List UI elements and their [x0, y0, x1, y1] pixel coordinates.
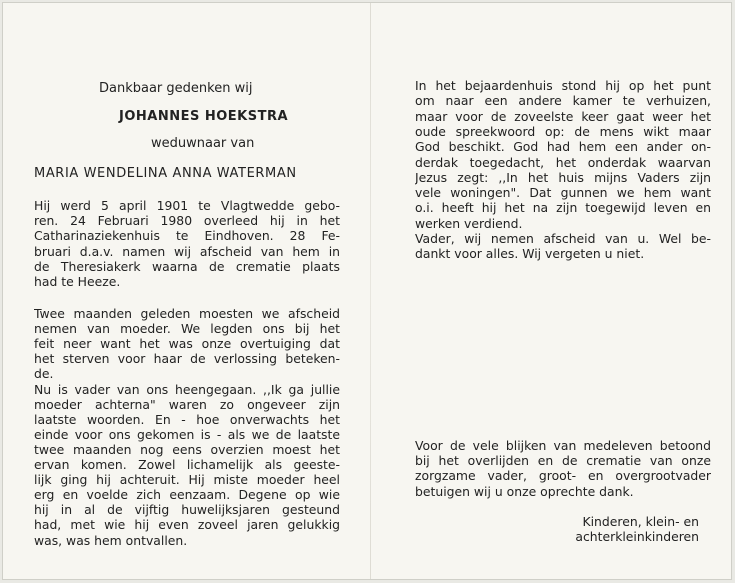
- deceased-name: JOHANNES HOEKSTRA: [119, 109, 289, 124]
- text-line: Voor de vele blijken van medeleven betoond: [415, 438, 711, 453]
- intro-line: Dankbaar gedenken wij: [99, 81, 253, 96]
- text-line: twee maanden nog eens overzien moest het: [34, 441, 340, 457]
- text-line: hij in al de vijftig huwelijksjaren gesteund: [34, 502, 340, 518]
- text-line: laatste woorden. En - hoe onverwachts het: [34, 411, 340, 427]
- text-line: dankt voor alles. Wij vergeten u niet.: [415, 246, 645, 262]
- text-line: had te Heeze.: [34, 274, 121, 289]
- text-line: Hij werd 5 april 1901 te Vlagtwedde gebo-: [34, 198, 340, 213]
- text-line: lijk ging hij achteruit. Hij miste moeder heel: [34, 472, 340, 488]
- text-line: het sterven voor haar de verlossing beteken-: [34, 351, 340, 367]
- text-line: oude spreekwoord op: de mens wikt maar: [415, 123, 711, 139]
- text-line: betuigen wij u onze oprechte dank.: [415, 483, 634, 499]
- signature-line-2: achterkleinkinderen: [575, 529, 699, 544]
- right-page: [371, 3, 733, 579]
- signature-line-1: Kinderen, klein- en: [582, 514, 699, 529]
- left-page: [3, 3, 370, 579]
- text-line: Catharinaziekenhuis te Eindhoven. 28 Fe-: [34, 228, 340, 244]
- text-line: feit neer want het was onze overtuiging dat: [34, 336, 340, 352]
- text-line: God beschikt. God had hem een ander on-: [415, 139, 711, 155]
- text-line: Vader, wij nemen afscheid van u. Wel be-: [415, 231, 711, 246]
- text-line: de.: [34, 366, 54, 382]
- text-line: Twee maanden geleden moesten we afscheid: [34, 306, 340, 321]
- text-line: had, met wie hij even zoveel jaren gelukkig: [34, 517, 340, 533]
- text-line: vele woningen". Dat gunnen we hem want: [415, 185, 711, 201]
- relation-line: weduwnaar van: [151, 136, 255, 151]
- spouse-name: MARIA WENDELINA ANNA WATERMAN: [34, 166, 297, 181]
- text-line: was, was hem ontvallen.: [34, 532, 188, 548]
- text-line: einde voor ons gekomen is - als we de laatste: [34, 426, 340, 442]
- text-line: o.i. heeft hij het na zijn toegewijd leven en: [415, 200, 711, 216]
- text-line: de Theresiakerk waarna de crematie plaats: [34, 258, 340, 274]
- text-line: ervan komen. Zowel lichamelijk als geeste-: [34, 457, 340, 472]
- text-line: Nu is vader van ons heengegaan. ,,Ik ga jullie: [34, 381, 340, 397]
- text-line: erg en voelde zich eenzaam. Degene op wie: [34, 487, 340, 503]
- text-line: bruari d.a.v. namen wij afscheid van hem in: [34, 243, 340, 259]
- text-line: moeder achterna" waren zo ongeveer zijn: [34, 396, 340, 412]
- text-line: nemen van moeder. We legden ons bij het: [34, 321, 340, 337]
- text-line: ren. 24 Februari 1980 overleed hij in het: [34, 213, 340, 229]
- memorial-card: [2, 2, 732, 580]
- text-line: derdak toegedacht, het onderdak waarvan: [415, 154, 711, 170]
- text-line: maar voor de zoveelste keer gaat weer het: [415, 108, 711, 124]
- text-line: om naar een andere kamer te verhuizen,: [415, 93, 711, 109]
- text-line: werken verdiend.: [415, 215, 523, 231]
- text-line: zorgzame vader, groot- en overgrootvader: [415, 468, 711, 484]
- text-line: In het bejaardenhuis stond hij op het punt: [415, 78, 711, 93]
- text-line: Jezus zegt: ,,In het huis mijns Vaders zijn: [415, 169, 711, 185]
- text-line: bij het overlijden en de crematie van onze: [415, 453, 711, 469]
